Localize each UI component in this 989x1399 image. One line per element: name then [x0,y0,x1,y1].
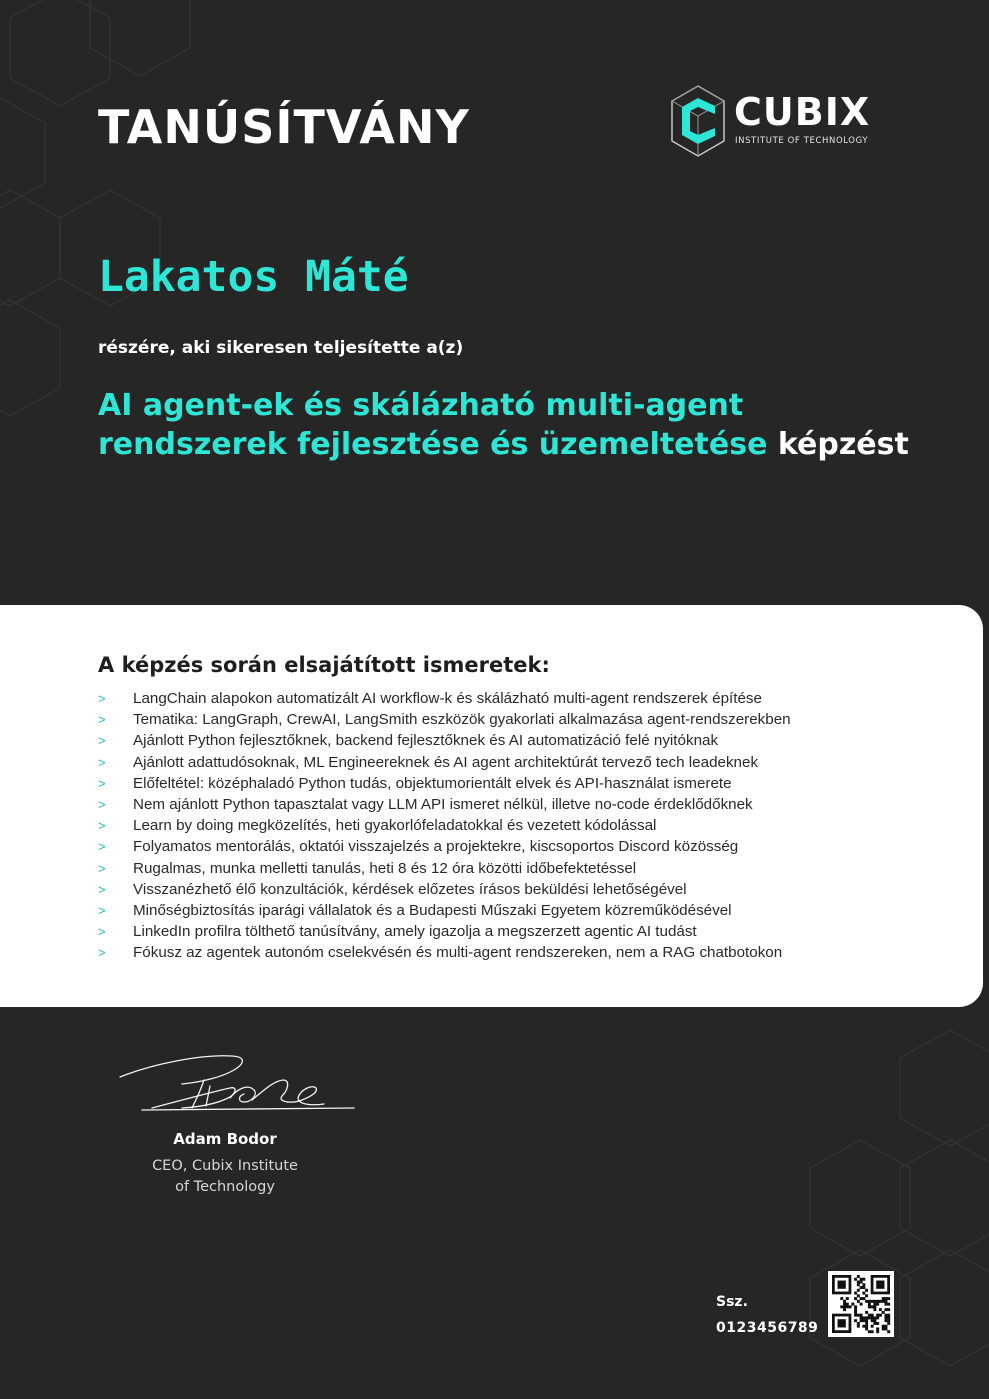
skill-item-text: Nem ajánlott Python tapasztalat vagy LLM API ismeret nélkül, illetve no-code érdeklődőknek [133,795,753,813]
skill-item-text: LinkedIn profilra tölthető tanúsítvány, amely igazolja a megszerzett agentic AI tudást [133,923,697,941]
bullet-chevron-icon: > [98,733,106,749]
skill-item-text: Visszanézhető élő konzultációk, kérdések előzetes írásos beküldési lehetőségével [133,880,687,898]
logo-subtitle: INSTITUTE OF TECHNOLOGY [735,136,869,146]
bullet-chevron-icon: > [98,691,106,706]
recipient-phrase: részére, aki sikeresen teljesítette a(z) [98,338,464,358]
skill-item-text: Ajánlott Python fejlesztőknek, backend fejlesztőknek és AI automatizáció felé nyitóknak [133,732,719,750]
bullet-chevron-icon: > [98,881,106,897]
skill-item-text: Fókusz az agentek autonóm cselekvésén és multi-agent rendszereken, nem a RAG chatbotokon [133,944,783,962]
skill-item-text: LangChain alapokon automatizált AI workflow-k és skálázható multi-agent rendszerek építése [133,690,762,707]
recipient-name: Lakatos Máté [98,252,409,302]
skills-heading: A képzés során elsajátított ismeretek: [98,653,550,677]
bullet-chevron-icon: > [98,945,106,961]
bullet-chevron-icon: > [98,796,106,812]
course-suffix: képzést [777,427,909,462]
bullet-chevron-icon: > [98,924,106,940]
skills-panel [0,605,983,1007]
course-title [98,386,918,464]
serial-number: 0123456789 [716,1320,819,1336]
bullet-chevron-icon: > [98,775,106,791]
bullet-chevron-icon: > [98,712,106,728]
cubix-logo [668,84,878,160]
bullet-chevron-icon: > [98,818,106,834]
certificate-title: TANÚSÍTVÁNY [98,100,470,154]
skill-item-text: Rugalmas, munka melletti tanulás, heti 8 és 12 óra közötti időbefektetéssel [133,859,637,877]
serial-label: Ssz. [716,1294,748,1310]
logo-wordmark: CUBIX [734,90,871,134]
signer-name: Adam Bodor [173,1130,277,1148]
skill-item-text: Minőségbiztosítás iparági vállalatok és a Budapesti Műszaki Egyetem közreműködésével [133,901,732,919]
signer-role: CEO, Cubix Institute of Technology [152,1158,298,1195]
bullet-chevron-icon: > [98,839,106,855]
skill-item-text: Learn by doing megközelítés, heti gyakorlófeladatokkal és vezetett kódolással [133,817,657,835]
bullet-chevron-icon: > [98,860,106,876]
signature-image [112,1050,362,1120]
skill-item-text: Előfeltétel: középhaladó Python tudás, objektumorientált elvek és API-használat ismerete [133,774,732,792]
course-name: AI agent-ek és skálázható multi-agent rendszerek fejlesztése és üzemeltetése [98,388,768,462]
cubix-hexagon-logo-icon [668,84,728,160]
bullet-chevron-icon: > [98,754,106,770]
qr-code-icon [828,1271,894,1337]
bullet-chevron-icon: > [98,902,106,918]
skill-item-text: Tematika: LangGraph, CrewAI, LangSmith eszközök gyakorlati alkalmazása agent-rendszerekben [133,711,791,729]
skill-item-text: Folyamatos mentorálás, oktatói visszajelzés a projektekre, kiscsoportos Discord közösség [133,838,739,856]
skill-item-text: Ajánlott adattudósoknak, ML Engineereknek és AI agent architektúrát tervező tech leadeknek [133,753,759,771]
